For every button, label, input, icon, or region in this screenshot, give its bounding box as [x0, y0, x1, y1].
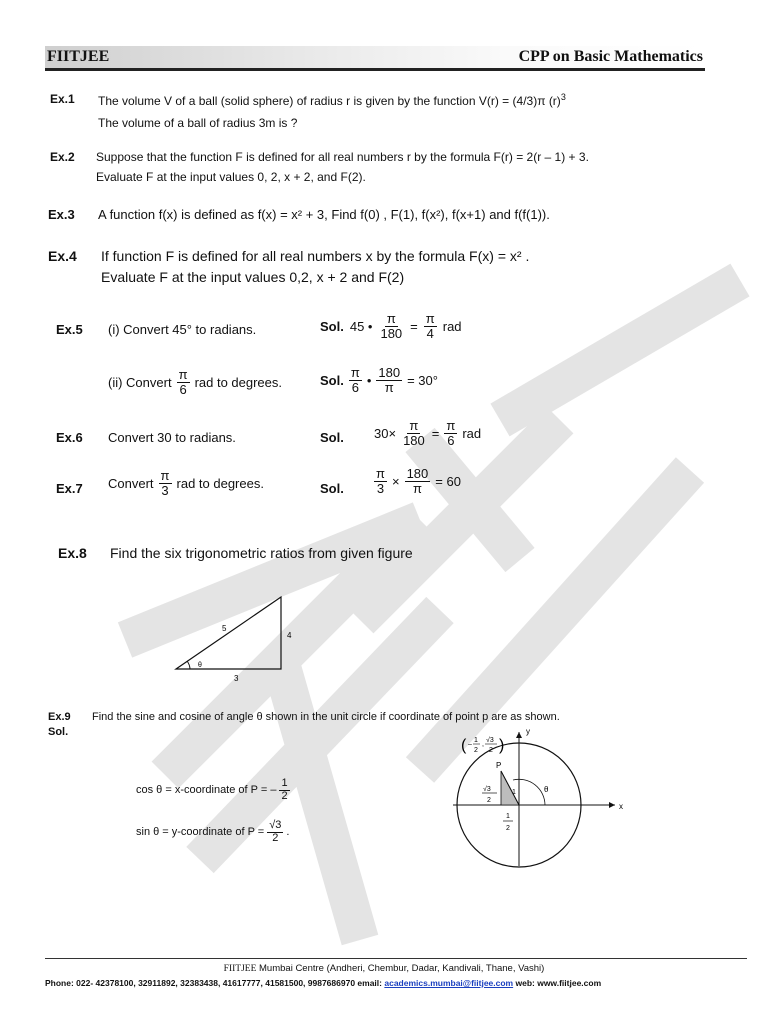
label-y: y	[526, 728, 530, 736]
svg-text:–: –	[468, 741, 472, 748]
ex1-line1: The volume V of a ball (solid sphere) of radius r is given by the function V(r) = (4/3)π $(r)^3$	[98, 92, 566, 108]
ex9-text: Find the sine and cosine of angle θ shown in the unit circle if coordinate of point p are as shown.	[92, 711, 560, 723]
ex2-label: Ex.2	[50, 150, 75, 164]
ex7-sol: $\frac{\pi}{3}$ × $\frac{180}{\pi}$ = 60	[376, 466, 461, 496]
unit-circle-figure	[445, 728, 635, 878]
ex1-line2: The volume of a ball of radius 3m is ?	[98, 116, 298, 130]
ex8-label: Ex.8	[58, 545, 87, 561]
x-axis-arrow	[609, 802, 615, 808]
point-coordinate-label	[461, 736, 504, 754]
header-title: CPP on Basic Mathematics	[518, 48, 703, 65]
footer-centre-line: FIITJEE Mumbai Centre (Andheri, Chembur, Dadar, Kandivali, Thane, Vashi)	[223, 963, 545, 974]
right-triangle-figure	[160, 585, 320, 690]
svg-text:√3: √3	[486, 737, 494, 744]
ex4-line2: Evaluate F at the input values 0,2, x + 2 and F(2)	[101, 269, 405, 285]
label-half-den: 2	[506, 825, 510, 832]
ex2-line1: Suppose that the function F is defined for all real numbers r by the formula F(r) = 2(r – 1) + 3.	[96, 150, 589, 164]
label-p: P	[496, 761, 502, 770]
ex6-sol-label: Sol.	[320, 430, 344, 445]
triangle-shape	[176, 597, 281, 669]
ex2-line2: Evaluate F at the input values 0, 2, x + 2, and F(2).	[96, 170, 366, 184]
ex9-sol-label: Sol.	[48, 726, 69, 738]
footer-rule	[45, 958, 747, 959]
email-link[interactable]: academics.mumbai@fiitjee.com	[384, 978, 514, 988]
label-root3: √3	[483, 786, 491, 793]
svg-text:1: 1	[474, 737, 478, 744]
label-one: 1	[512, 789, 516, 796]
ex3-label: Ex.3	[48, 207, 75, 222]
label-opposite: 4	[287, 631, 292, 640]
ex5-part1: (i) Convert 45° to radians.	[108, 322, 257, 337]
ex6-sol: 30× $\frac{\pi}{180}$ = $\frac{\pi}{6}$ rad	[374, 418, 482, 448]
ex9-cos-line: cos θ = x-coordinate of P = – $\frac{1}{2}$	[136, 777, 288, 802]
ex5-sol1: Sol. 45 • $\frac{\pi}{180}$ = $\frac{\pi}{4}$ rad	[320, 311, 462, 341]
ex8-text: Find the six trigonometric ratios from given figure	[110, 545, 413, 561]
svg-text:,: ,	[482, 741, 484, 748]
label-theta: θ	[198, 662, 202, 669]
svg-text:(: (	[461, 737, 467, 754]
y-axis-arrow	[516, 732, 522, 738]
label-theta: θ	[544, 785, 549, 794]
ex4-line1: If function F is defined for all real numbers x by the formula F(x) = x² .	[101, 248, 530, 264]
ex9-label: Ex.9	[48, 711, 71, 723]
ex6-text: Convert 30 to radians.	[108, 430, 236, 445]
ex6-label: Ex.6	[56, 430, 83, 445]
ex5-part2: (ii) Convert $\frac{\pi}{6}$ rad to degrees.	[108, 367, 283, 397]
ex9-sin-line: sin θ = y-coordinate of P = $\frac{√3}{2}$ .	[136, 819, 290, 844]
ex5-sol2: Sol. $\frac{\pi}{6}$ • $\frac{180}{\pi}$ = 30°	[320, 365, 438, 395]
label-root3-den: 2	[487, 797, 491, 804]
label-hypotenuse: 5	[222, 624, 227, 633]
ex1-label: Ex.1	[50, 92, 75, 106]
svg-text:2: 2	[474, 747, 478, 754]
ex7-sol-label: Sol.	[320, 481, 344, 496]
label-adjacent: 3	[234, 674, 239, 683]
svg-text:): )	[499, 737, 505, 754]
svg-text:2: 2	[489, 747, 493, 754]
ex7-text: Convert $\frac{\pi}{3}$ rad to degrees.	[108, 468, 264, 498]
ex7-label: Ex.7	[56, 481, 83, 496]
ex4-label: Ex.4	[48, 248, 77, 264]
label-x: x	[619, 802, 623, 811]
footer-contact-line: Phone: 022- 42378100, 32911892, 32383438, 41617777, 41581500, 9987686970 email: academics.mumbai@fiitjee.com web: www.fiitjee.com	[45, 978, 602, 988]
header-brand: FIITJEE	[47, 48, 110, 65]
page-header	[45, 46, 705, 71]
label-half-num: 1	[506, 813, 510, 820]
ex5-label: Ex.5	[56, 322, 83, 337]
ex3-text: A function f(x) is defined as f(x) = x² + 3, Find f(0) , F(1), f(x²), f(x+1) and f(f(1)).	[98, 207, 550, 222]
